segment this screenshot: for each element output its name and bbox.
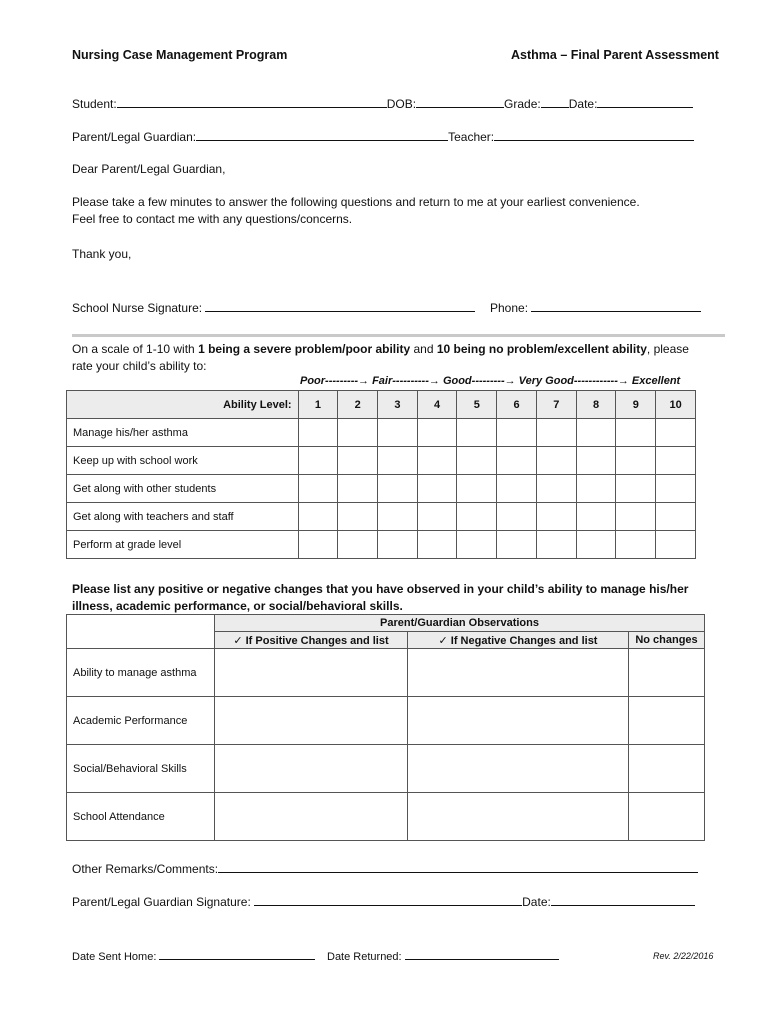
observations-table bbox=[66, 614, 705, 841]
teacher-label: Teacher: bbox=[448, 130, 495, 144]
scale-intro-text-a: On a scale of 1-10 with bbox=[72, 342, 199, 356]
closing: Thank you, bbox=[72, 247, 132, 261]
rating-cell[interactable] bbox=[576, 447, 616, 475]
positive-changes-header: ✓ If Positive Changes and list bbox=[215, 632, 408, 649]
observations-title: Parent/Guardian Observations bbox=[215, 615, 705, 632]
scale-intro-line1 bbox=[72, 342, 689, 356]
changes-prompt-line2: illness, academic performance, or social/behavioral skills. bbox=[72, 599, 403, 613]
rating-cell[interactable] bbox=[417, 447, 457, 475]
rating-header-row bbox=[67, 391, 696, 419]
guardian-signature-field[interactable] bbox=[254, 893, 522, 906]
level-3-header: 3 bbox=[378, 391, 418, 419]
observations-title-row bbox=[67, 615, 705, 632]
grade-label: Grade: bbox=[504, 97, 541, 111]
row-label: Keep up with school work bbox=[67, 447, 299, 475]
student-field[interactable] bbox=[117, 95, 387, 108]
table-row bbox=[67, 745, 705, 793]
nurse-signature-field[interactable] bbox=[205, 299, 475, 312]
rating-cell[interactable] bbox=[497, 503, 537, 531]
rating-cell[interactable] bbox=[417, 419, 457, 447]
phone-row bbox=[490, 299, 701, 315]
scale-intro-bold-a: 1 being a severe problem/poor ability bbox=[198, 342, 411, 356]
rating-cell[interactable] bbox=[338, 447, 378, 475]
row-label: Get along with other students bbox=[67, 475, 299, 503]
signature-date-field[interactable] bbox=[551, 893, 695, 906]
rating-cell[interactable] bbox=[298, 447, 338, 475]
rating-cell[interactable] bbox=[576, 503, 616, 531]
row-label: Get along with teachers and staff bbox=[67, 503, 299, 531]
rating-cell[interactable] bbox=[616, 503, 656, 531]
guardian-field[interactable] bbox=[196, 128, 448, 141]
rating-cell[interactable] bbox=[378, 531, 418, 559]
positive-cell[interactable] bbox=[215, 745, 408, 793]
no-change-cell[interactable] bbox=[629, 649, 705, 697]
negative-cell[interactable] bbox=[408, 745, 629, 793]
negative-changes-header: ✓ If Negative Changes and list bbox=[408, 632, 629, 649]
rating-cell[interactable] bbox=[417, 475, 457, 503]
scale-intro-text-b: and bbox=[410, 342, 437, 356]
signature-date-label: Date: bbox=[522, 895, 551, 909]
rating-cell[interactable] bbox=[457, 531, 497, 559]
rating-cell[interactable] bbox=[536, 503, 576, 531]
rating-cell[interactable] bbox=[536, 475, 576, 503]
date-returned-field[interactable] bbox=[405, 949, 559, 960]
rating-cell[interactable] bbox=[536, 531, 576, 559]
rating-cell[interactable] bbox=[298, 531, 338, 559]
rating-cell[interactable] bbox=[616, 447, 656, 475]
date-label: Date: bbox=[568, 97, 598, 111]
rating-cell[interactable] bbox=[576, 531, 616, 559]
rating-cell[interactable] bbox=[457, 475, 497, 503]
letter-body-line2: Feel free to contact me with any questions/concerns. bbox=[72, 212, 353, 226]
rating-cell[interactable] bbox=[338, 503, 378, 531]
rating-cell[interactable] bbox=[417, 503, 457, 531]
negative-cell[interactable] bbox=[408, 793, 629, 841]
no-changes-header: No changes bbox=[629, 632, 705, 649]
level-4-header: 4 bbox=[417, 391, 457, 419]
section-divider bbox=[72, 334, 725, 337]
rating-cell[interactable] bbox=[536, 419, 576, 447]
rating-cell[interactable] bbox=[576, 475, 616, 503]
table-row bbox=[67, 419, 696, 447]
row-label: Perform at grade level bbox=[67, 531, 299, 559]
rating-cell[interactable] bbox=[497, 531, 537, 559]
scale-intro-line2: rate your child’s ability to: bbox=[72, 359, 207, 373]
phone-field[interactable] bbox=[531, 299, 701, 312]
date-field[interactable] bbox=[597, 95, 693, 108]
rating-cell[interactable] bbox=[656, 503, 696, 531]
form-title: Asthma – Final Parent Assessment bbox=[511, 48, 719, 62]
row-label: School Attendance bbox=[67, 793, 215, 841]
level-1-header: 1 bbox=[298, 391, 338, 419]
rating-cell[interactable] bbox=[497, 475, 537, 503]
date-sent-row bbox=[72, 949, 315, 963]
table-row bbox=[67, 793, 705, 841]
negative-cell[interactable] bbox=[408, 649, 629, 697]
date-sent-field[interactable] bbox=[159, 949, 315, 960]
table-row bbox=[67, 475, 696, 503]
rating-cell[interactable] bbox=[378, 447, 418, 475]
rating-cell[interactable] bbox=[298, 419, 338, 447]
letter-body-line1: Please take a few minutes to answer the following questions and return to me at your earliest convenience. bbox=[72, 195, 640, 209]
changes-prompt-line1: Please list any positive or negative changes that you have observed in your child’s ability to manage his/her bbox=[72, 582, 689, 596]
table-row bbox=[67, 531, 696, 559]
rating-cell[interactable] bbox=[457, 419, 497, 447]
rating-cell[interactable] bbox=[536, 447, 576, 475]
rating-cell[interactable] bbox=[616, 475, 656, 503]
rating-cell[interactable] bbox=[457, 447, 497, 475]
guardian-row bbox=[72, 128, 694, 144]
no-change-cell[interactable] bbox=[629, 745, 705, 793]
level-6-header: 6 bbox=[497, 391, 537, 419]
nurse-signature-row bbox=[72, 299, 475, 315]
rating-cell[interactable] bbox=[378, 419, 418, 447]
negative-cell[interactable] bbox=[408, 697, 629, 745]
teacher-field[interactable] bbox=[494, 128, 694, 141]
rating-cell[interactable] bbox=[338, 419, 378, 447]
student-label: Student: bbox=[72, 97, 117, 111]
rating-cell[interactable] bbox=[656, 531, 696, 559]
no-change-cell[interactable] bbox=[629, 793, 705, 841]
salutation: Dear Parent/Legal Guardian, bbox=[72, 162, 226, 176]
rating-cell[interactable] bbox=[616, 531, 656, 559]
rating-cell[interactable] bbox=[576, 419, 616, 447]
row-label: Ability to manage asthma bbox=[67, 649, 215, 697]
obs-corner bbox=[67, 615, 215, 649]
level-7-header: 7 bbox=[536, 391, 576, 419]
dob-field[interactable] bbox=[416, 95, 504, 108]
remarks-row bbox=[72, 860, 698, 876]
remarks-label: Other Remarks/Comments: bbox=[72, 862, 219, 876]
rating-cell[interactable] bbox=[378, 475, 418, 503]
level-10-header: 10 bbox=[656, 391, 696, 419]
positive-cell[interactable] bbox=[215, 697, 408, 745]
row-label: Academic Performance bbox=[67, 697, 215, 745]
revision-date: Rev. 2/22/2016 bbox=[653, 951, 714, 961]
rating-cell[interactable] bbox=[497, 447, 537, 475]
rating-cell[interactable] bbox=[417, 531, 457, 559]
date-sent-label: Date Sent Home: bbox=[72, 951, 157, 963]
positive-cell[interactable] bbox=[215, 649, 408, 697]
rating-cell[interactable] bbox=[497, 419, 537, 447]
dob-label: DOB: bbox=[386, 97, 417, 111]
level-9-header: 9 bbox=[616, 391, 656, 419]
scale-intro-text-c: , please bbox=[646, 342, 689, 356]
rating-cell[interactable] bbox=[378, 503, 418, 531]
student-row bbox=[72, 95, 693, 111]
ability-rating-table bbox=[66, 390, 696, 559]
table-row bbox=[67, 503, 696, 531]
rating-cell[interactable] bbox=[656, 447, 696, 475]
level-5-header: 5 bbox=[457, 391, 497, 419]
table-row bbox=[67, 447, 696, 475]
phone-label: Phone: bbox=[490, 301, 529, 315]
rating-cell[interactable] bbox=[338, 531, 378, 559]
level-8-header: 8 bbox=[576, 391, 616, 419]
rating-cell[interactable] bbox=[656, 475, 696, 503]
rating-cell[interactable] bbox=[298, 475, 338, 503]
table-row bbox=[67, 649, 705, 697]
no-change-cell[interactable] bbox=[629, 697, 705, 745]
scale-intro-bold-b: 10 being no problem/excellent ability bbox=[436, 342, 647, 356]
rating-cell[interactable] bbox=[656, 419, 696, 447]
table-row bbox=[67, 697, 705, 745]
guardian-signature-label: Parent/Legal Guardian Signature: bbox=[72, 895, 251, 909]
rating-cell[interactable] bbox=[338, 475, 378, 503]
remarks-field[interactable] bbox=[218, 860, 698, 873]
positive-cell[interactable] bbox=[215, 793, 408, 841]
row-label: Manage his/her asthma bbox=[67, 419, 299, 447]
scale-legend: Poor---------→ Fair----------→ Good---------→ Very Good------------→ Excellent bbox=[300, 375, 681, 387]
grade-field[interactable] bbox=[541, 95, 569, 108]
nurse-signature-label: School Nurse Signature: bbox=[72, 301, 203, 315]
rating-cell[interactable] bbox=[616, 419, 656, 447]
guardian-label: Parent/Legal Guardian: bbox=[72, 130, 197, 144]
rating-cell[interactable] bbox=[457, 503, 497, 531]
program-title: Nursing Case Management Program bbox=[72, 48, 288, 62]
guardian-signature-row bbox=[72, 893, 695, 909]
row-label: Social/Behavioral Skills bbox=[67, 745, 215, 793]
level-2-header: 2 bbox=[338, 391, 378, 419]
rating-cell[interactable] bbox=[298, 503, 338, 531]
date-returned-label: Date Returned: bbox=[327, 951, 402, 963]
date-returned-row bbox=[327, 949, 559, 963]
ability-level-label: Ability Level: bbox=[67, 391, 299, 419]
